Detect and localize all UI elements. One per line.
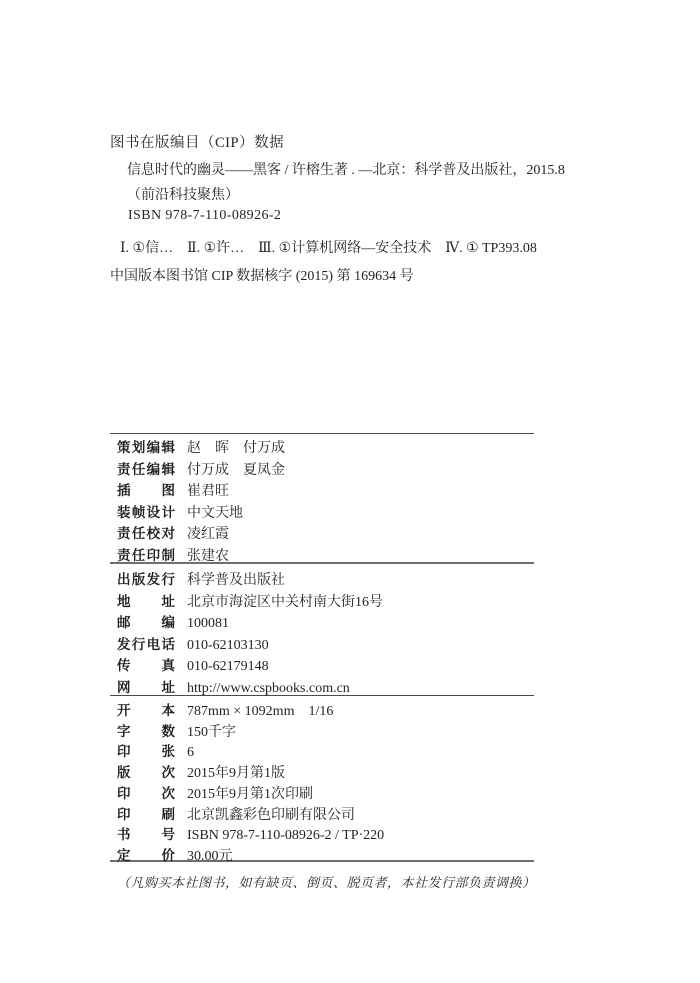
staff-row [110,546,534,568]
publisher-row-value: 010-62179148 [187,659,269,675]
cip-title-line: 信息时代的幽灵——黑客 / 许榕生著 . —北京：科学普及出版社，2015.8 [127,163,565,178]
specs-row-label: 开本 [117,703,175,718]
publisher-row-value: 010-62103130 [187,637,269,653]
specs-row-value: 北京凯鑫彩色印刷有限公司 [187,807,355,823]
specs-row [110,722,534,743]
publisher-row-value: 北京市海淀区中关村南大街16号 [187,594,383,610]
exchange-notice: （凡购买本社图书，如有缺页、倒页、脱页者，本社发行部负责调换） [117,875,536,890]
specs-row [110,763,534,784]
staff-row-value: 张建农 [187,548,229,564]
publisher-row-value: 100081 [187,616,229,632]
staff-row-label: 装帧设计 [117,504,175,520]
specs-row [110,825,534,846]
divider-top [110,433,534,434]
specs-row-label: 印刷 [117,806,175,822]
staff-row [110,438,534,460]
specs-row-label: 印次 [117,785,175,801]
publisher-row [110,570,534,592]
specs-row-value: 787mm × 1092mm 1/16 [187,704,334,719]
staff-row-value: 崔君旺 [187,484,229,500]
publisher-row-label: 邮编 [117,615,175,631]
specs-row-value: 150千字 [187,724,236,740]
publisher-row-label: 发行电话 [117,636,175,652]
print-specs-section [110,701,534,867]
specs-row-label: 版次 [117,765,175,781]
specs-row-value: 6 [187,745,194,761]
staff-row-value: 赵 晖 付万成 [187,441,285,456]
staff-section [110,438,534,568]
staff-row-label: 策划编辑 [117,440,175,455]
specs-row-label: 书号 [117,827,175,843]
cip-registry-line: 中国版本图书馆 CIP 数据核字 (2015) 第 169634 号 [110,269,414,284]
specs-row [110,805,534,826]
specs-row-value: ISBN 978-7-110-08926-2 / TP·220 [187,828,385,844]
publisher-section [110,570,534,700]
staff-row-label: 责任印制 [117,547,175,563]
staff-row-label: 责任校对 [117,526,175,542]
specs-row [110,701,534,722]
specs-row-label: 定价 [117,847,175,863]
specs-row [110,742,534,763]
specs-row-value: 2015年9月第1版 [187,766,285,782]
staff-row-value: 付万成 夏凤金 [187,462,285,478]
publisher-row [110,635,534,657]
specs-row-label: 字数 [117,723,175,739]
publisher-row-label: 地址 [117,593,175,609]
staff-row [110,503,534,525]
publisher-website: http://www.cspbooks.com.cn [187,680,350,696]
staff-row [110,524,534,546]
staff-row [110,460,534,482]
staff-row-label: 插图 [117,483,175,499]
publisher-row [110,678,534,700]
publisher-row [110,613,534,635]
specs-row [110,784,534,805]
staff-row-value: 凌红霞 [187,527,229,543]
specs-row-value: 2015年9月第1次印刷 [187,786,313,802]
staff-row [110,481,534,503]
staff-row-value: 中文天地 [187,505,243,521]
publisher-row-value: 科学普及出版社 [187,573,285,588]
publisher-row-label: 出版发行 [117,572,175,587]
publisher-row [110,592,534,614]
cip-classification-line: Ⅰ. ①信… Ⅱ. ①许… Ⅲ. ①计算机网络—安全技术 Ⅳ. ① TP393.08 [120,241,537,256]
publisher-row [110,656,534,678]
staff-row-label: 责任编辑 [117,461,175,477]
specs-row-label: 印张 [117,744,175,760]
publisher-row-label: 传真 [117,658,175,674]
publisher-row-label: 网址 [117,679,175,695]
specs-row [110,846,534,867]
specs-row-value: 30.00元 [187,848,233,864]
cip-heading: 图书在版编目（CIP）数据 [110,135,285,151]
cip-series-line: （前沿科技聚焦） [127,188,239,203]
cip-isbn-line: ISBN 978-7-110-08926-2 [128,208,282,223]
